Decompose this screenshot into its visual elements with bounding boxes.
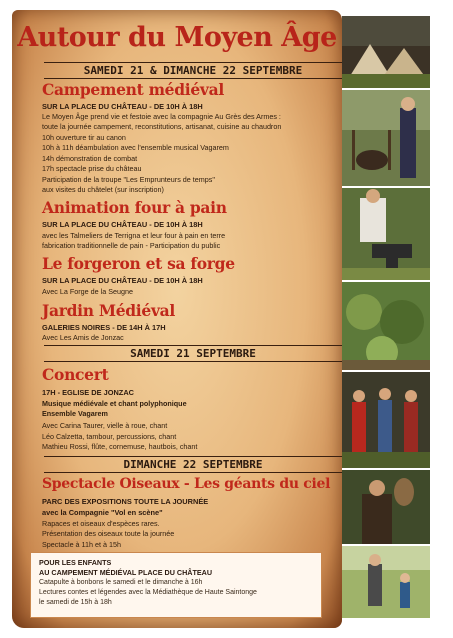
kids-line: Catapulte à bonbons le samedi et le dimanche à 16h xyxy=(39,579,203,586)
concert-bold-line xyxy=(42,409,108,418)
four-line: fabrication traditionnelle de pain - Participation du public xyxy=(42,241,221,250)
photo-concert xyxy=(342,372,430,468)
campement-where: SUR LA PLACE DU CHÂTEAU - DE 10H À 18H xyxy=(42,102,203,111)
four-where: SUR LA PLACE DU CHÂTEAU - DE 10H À 18H xyxy=(42,220,203,229)
concert-line: Léo Calzetta, tambour, percussions, chant xyxy=(42,432,177,441)
kids-line: le samedi de 15h à 18h xyxy=(39,599,112,606)
forge-where: SUR LA PLACE DU CHÂTEAU - DE 10H À 18H xyxy=(42,276,203,285)
forge-line: Avec La Forge de la Seugne xyxy=(42,287,133,296)
photo-garden xyxy=(342,282,430,370)
photo-camp-tents xyxy=(342,16,430,88)
campement-line: 17h spectacle prise du château xyxy=(42,164,142,173)
four-line: avec les Talmeliers de Terrigna et leur four à pain en terre xyxy=(42,231,226,240)
section-title-four: Animation four à pain xyxy=(42,198,227,217)
concert-line: Mathieu Rossi, flûte, cornemuse, hautbois, chant xyxy=(42,442,198,451)
campement-line: aux visites du châtelet (sur inscription) xyxy=(42,185,164,194)
oiseaux-where: PARC DES EXPOSITIONS TOUTE LA JOURNÉE xyxy=(42,497,209,506)
section-title-forge: Le forgeron et sa forge xyxy=(42,254,235,273)
oiseaux-line: Rapaces et oiseaux d'espèces rares. xyxy=(42,519,160,528)
section-title-oiseaux: Spectacle Oiseaux - Les géants du ciel xyxy=(42,476,331,492)
kids-title: POUR LES ENFANTS xyxy=(39,558,112,567)
campement-line: 10h à 11h déambulation avec l'ensemble musical Vagarem xyxy=(42,143,229,152)
oiseaux-line: Présentation des oiseaux toute la journée xyxy=(42,529,175,538)
campement-line: Participation de la troupe "Les Emprunteurs de temps" xyxy=(42,175,215,184)
kids-subtitle: AU CAMPEMENT MÉDIÉVAL PLACE DU CHÂTEAU xyxy=(39,568,213,577)
kids-box xyxy=(30,552,322,618)
concert-bold-line xyxy=(42,399,187,408)
oiseaux-company: avec la Compagnie "Vol en scène" xyxy=(42,508,163,517)
photo-kids-knight xyxy=(342,546,430,618)
jardin-where: GALERIES NOIRES - DE 14H À 17H xyxy=(42,323,166,332)
dates-band: SAMEDI 21 & DIMANCHE 22 SEPTEMBRE xyxy=(44,62,342,79)
section-title-concert: Concert xyxy=(42,365,109,384)
section-title-jardin: Jardin Médiéval xyxy=(42,301,175,320)
concert-bold-text: Musique médiévale et chant polyphonique xyxy=(42,399,187,408)
photo-column xyxy=(342,16,430,618)
concert-where: 17H - EGLISE DE JONZAC xyxy=(42,388,134,397)
photo-falconer xyxy=(342,470,430,544)
oiseaux-line: Spectacle à 11h et à 15h xyxy=(42,540,121,549)
sunday-band: DIMANCHE 22 SEPTEMBRE xyxy=(44,456,342,473)
saturday-band: SAMEDI 21 SEPTEMBRE xyxy=(44,345,342,362)
concert-line: Avec Carina Taurer, vielle à roue, chant xyxy=(42,421,168,430)
photo-forge xyxy=(342,188,430,280)
kids-line: Lectures contes et légendes avec la Médiathèque de Haute Saintonge xyxy=(39,589,257,596)
campement-line: toute la journée campement, reconstitutions, artisanat, cuisine au chaudron xyxy=(42,122,282,131)
poster-title: Autour du Moyen Âge xyxy=(17,22,337,53)
concert-bold-text: Ensemble Vagarem xyxy=(42,409,108,418)
campement-line: 10h ouverture tir au canon xyxy=(42,133,126,142)
campement-line: Le Moyen Âge prend vie et festoie avec la compagnie Au Grès des Armes : xyxy=(42,112,281,121)
campement-line: 14h démonstration de combat xyxy=(42,154,138,163)
jardin-line: Avec Les Amis de Jonzac xyxy=(42,333,124,342)
section-title-campement: Campement médiéval xyxy=(42,80,224,99)
photo-cooking xyxy=(342,90,430,186)
